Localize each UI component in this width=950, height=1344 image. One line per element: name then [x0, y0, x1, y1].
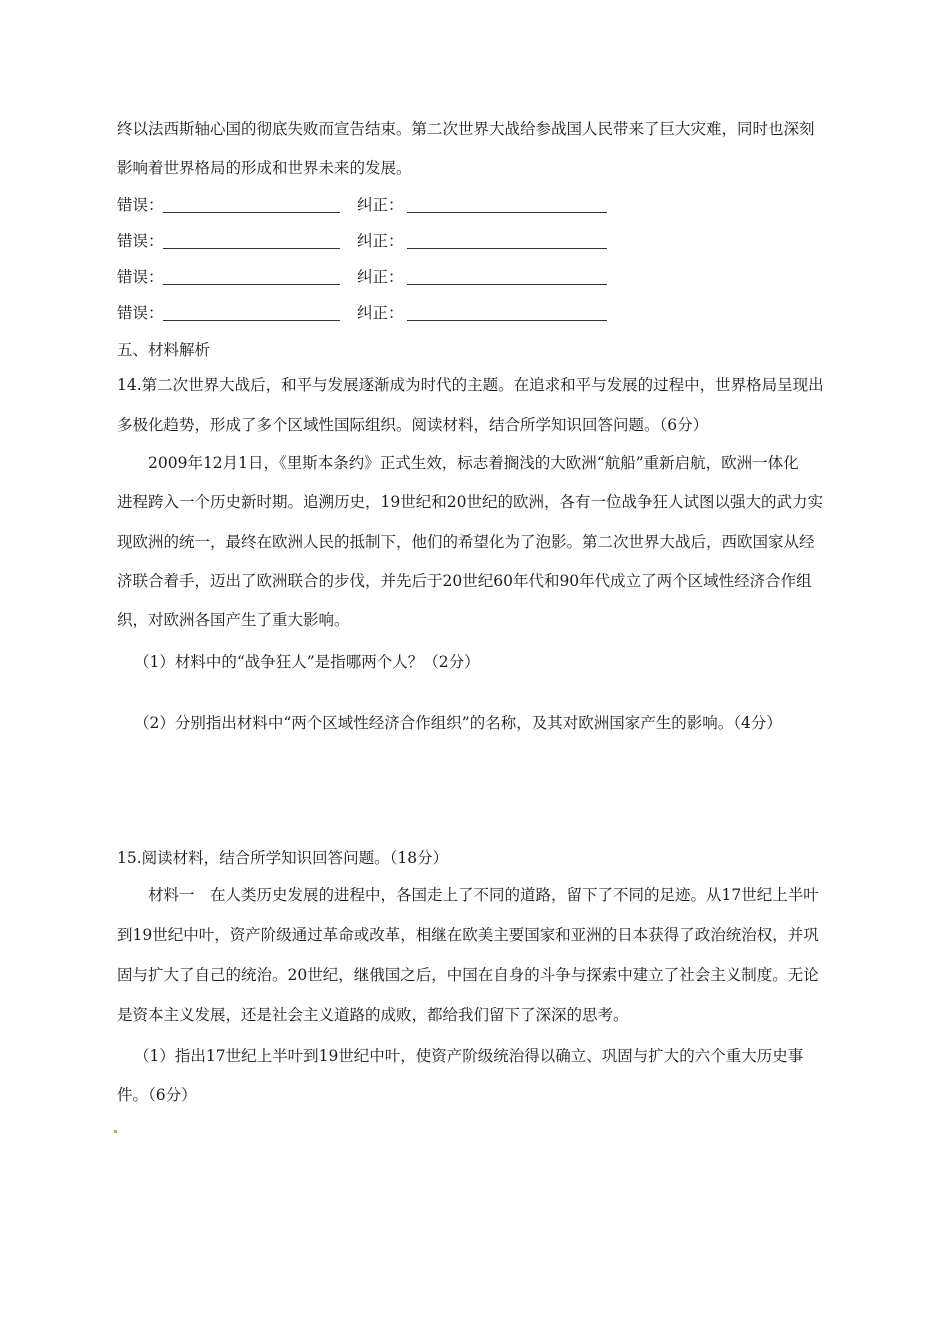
error-answer-blank[interactable]: [163, 248, 340, 249]
error-answer-blank[interactable]: [163, 284, 340, 285]
question-15-sub1: （1）指出17世纪上半叶到19世纪中叶，使资产阶级统治得以确立、巩固与扩大的六个重大历史事: [134, 1047, 804, 1065]
question-14-material: 济联合着手，迈出了欧洲联合的步伐，并先后于20世纪60年代和90年代成立了两个区域性经济合作组: [117, 572, 812, 590]
correction-answer-blank[interactable]: [407, 212, 607, 213]
question-15-material: 是资本主义发展，还是社会主义道路的成败，都给我们留下了深深的思考。: [117, 1006, 629, 1024]
error-label: 错误：: [117, 268, 164, 286]
question-14-material: 进程跨入一个历史新时期。追溯历史，19世纪和20世纪的欧洲，各有一位战争狂人试图以强大的武力实: [117, 493, 823, 511]
error-correction-row: [117, 303, 637, 325]
paragraph-line: 影响着世界格局的形成和世界未来的发展。: [117, 159, 412, 177]
correction-label: 纠正：: [357, 232, 404, 250]
correction-answer-blank[interactable]: [407, 284, 607, 285]
correction-label: 纠正：: [357, 304, 404, 322]
question-14-sub1: （1）材料中的“战争狂人”是指哪两个人？（2分）: [134, 653, 480, 671]
question-15-material: 固与扩大了自己的统治。20世纪，继俄国之后，中国在自身的斗争与探索中建立了社会主义制度。无论: [117, 966, 819, 984]
correction-label: 纠正：: [357, 268, 404, 286]
correction-label: 纠正：: [357, 196, 404, 214]
error-correction-row: [117, 195, 637, 217]
question-14-stem: 14.第二次世界大战后，和平与发展逐渐成为时代的主题。在追求和平与发展的过程中，世界格局呈现出: [117, 376, 824, 394]
question-15-material: 材料一 在人类历史发展的进程中，各国走上了不同的道路，留下了不同的足迹。从17世纪上半叶: [148, 886, 819, 904]
correction-answer-blank[interactable]: [407, 320, 607, 321]
question-15-stem: 15.阅读材料，结合所学知识回答问题。（18分）: [117, 849, 449, 867]
error-answer-blank[interactable]: [163, 212, 340, 213]
error-label: 错误：: [117, 196, 164, 214]
question-14-stem: 多极化趋势，形成了多个区域性国际组织。阅读材料，结合所学知识回答问题。（6分）: [117, 416, 709, 434]
question-14-material: 织，对欧洲各国产生了重大影响。: [117, 611, 350, 629]
question-14-material: 现欧洲的统一，最终在欧洲人民的抵制下，他们的希望化为了泡影。第二次世界大战后，西欧国家从经: [117, 533, 815, 551]
error-label: 错误：: [117, 232, 164, 250]
stray-mark: [114, 1130, 117, 1133]
error-answer-blank[interactable]: [163, 320, 340, 321]
section-title: 五、材料解析: [117, 341, 211, 359]
question-14-material: 2009年12月1日，《里斯本条约》正式生效，标志着搁浅的大欧洲“航船”重新启航，欧洲一体化: [148, 454, 799, 472]
error-correction-row: [117, 267, 637, 289]
question-15-sub1: 件。（6分）: [117, 1086, 197, 1104]
question-15-material: 到19世纪中叶，资产阶级通过革命或改革，相继在欧美主要国家和亚洲的日本获得了政治统治权，并巩: [117, 926, 819, 944]
correction-answer-blank[interactable]: [407, 248, 607, 249]
paragraph-line: 终以法西斯轴心国的彻底失败而宣告结束。第二次世界大战给参战国人民带来了巨大灾难，同时也深刻: [117, 120, 815, 138]
error-correction-row: [117, 231, 637, 253]
question-14-sub2: （2）分别指出材料中“两个区域性经济合作组织”的名称，及其对欧洲国家产生的影响。（4分）: [134, 714, 782, 732]
error-label: 错误：: [117, 304, 164, 322]
